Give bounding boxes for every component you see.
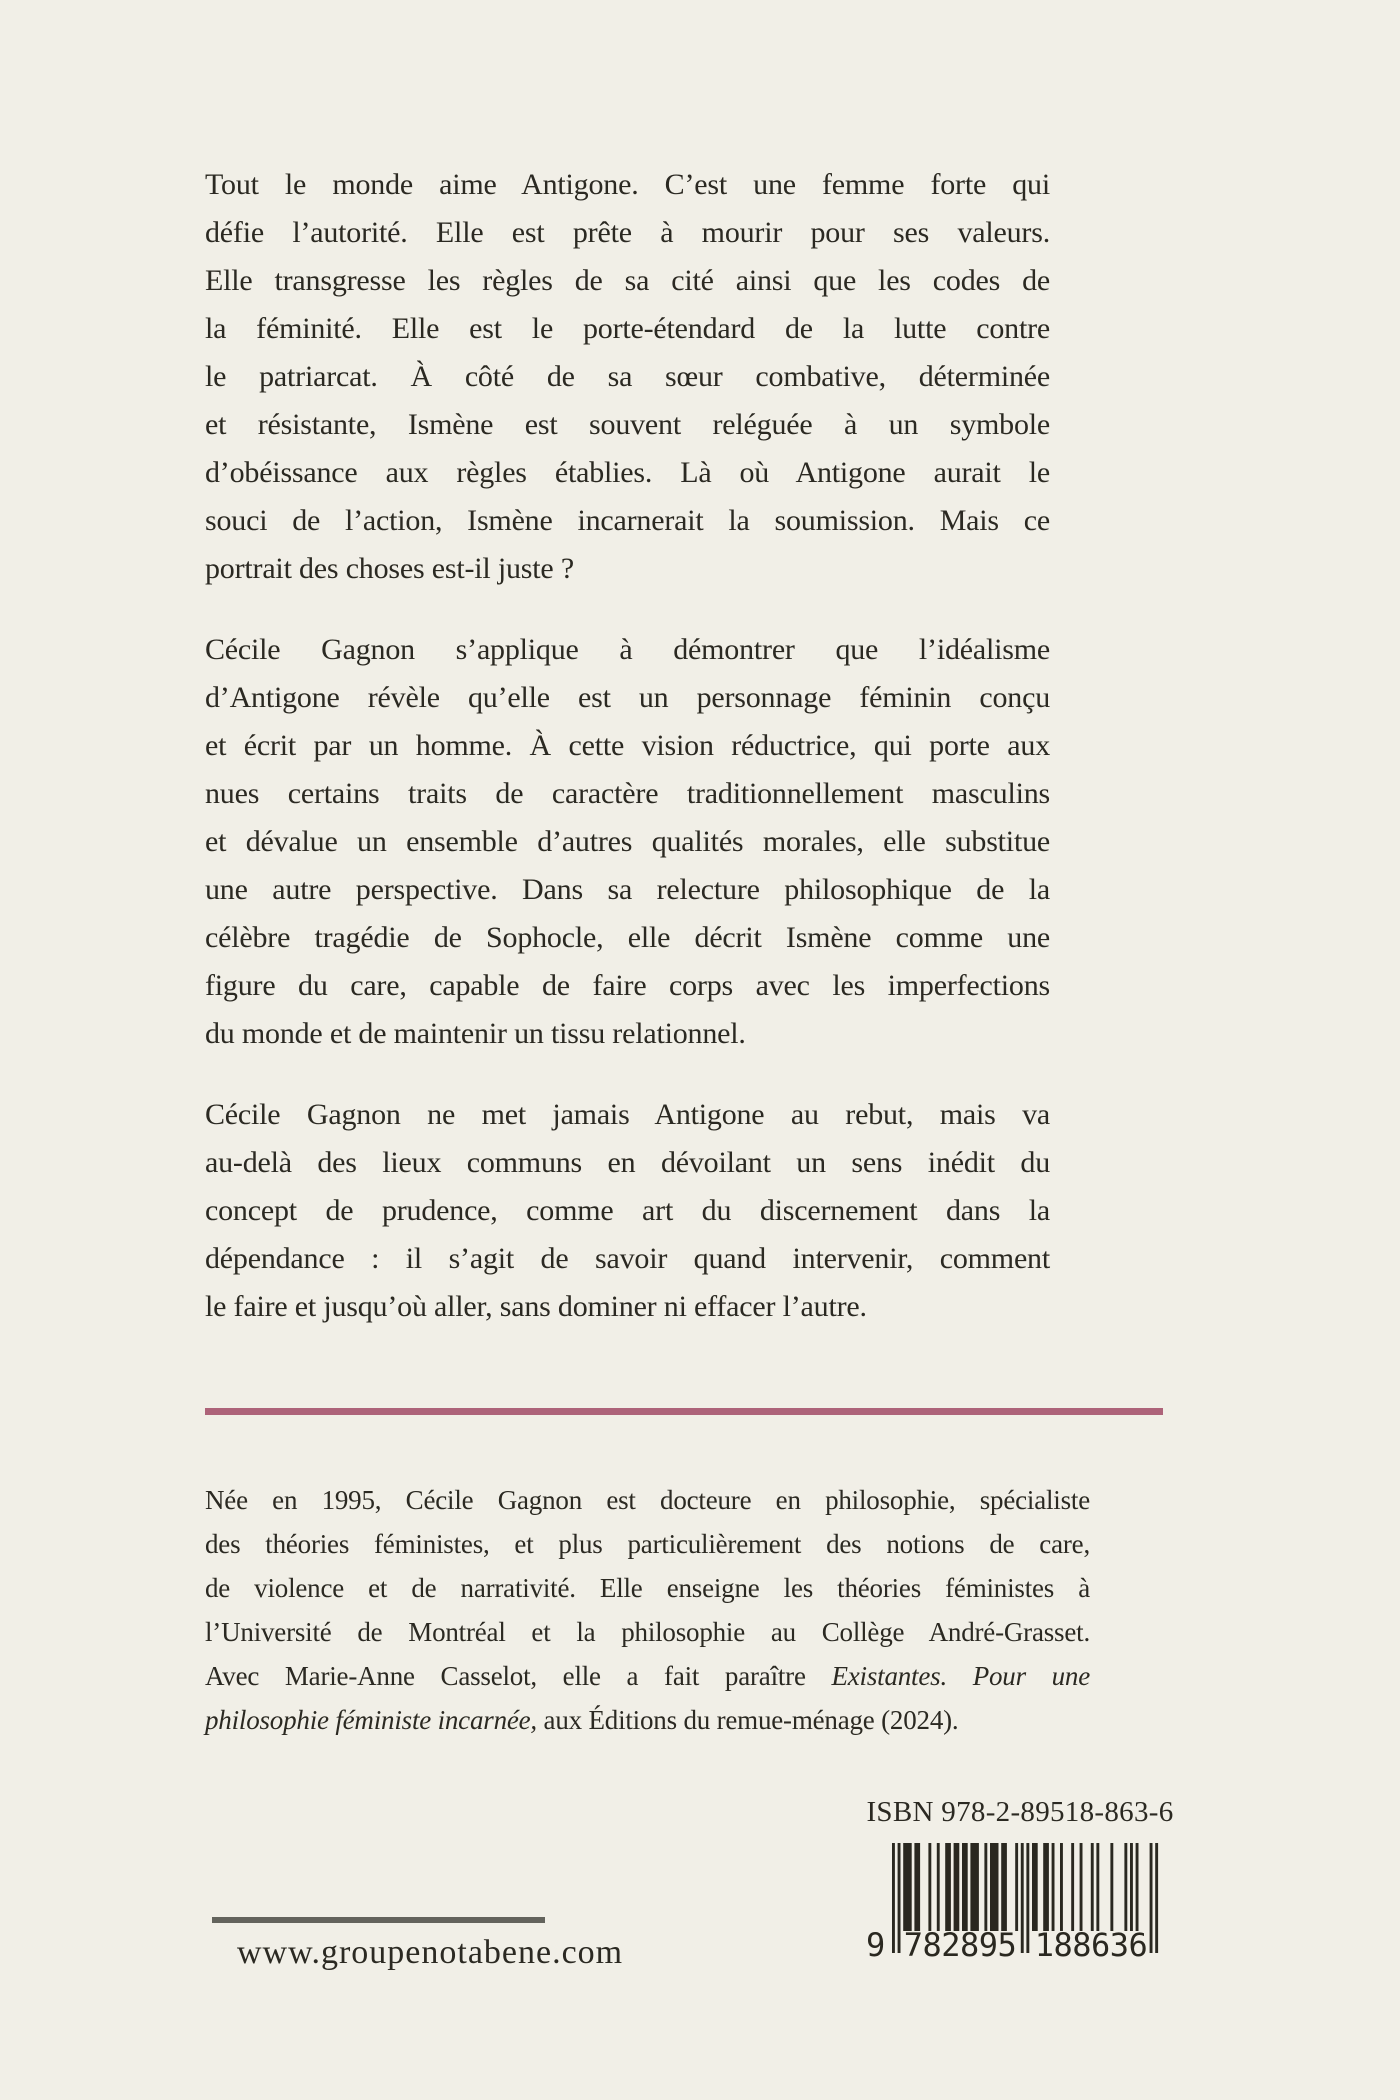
barcode-bar xyxy=(1091,1843,1094,1931)
synopsis-line: figure du care, capable de faire corps avec les imperfections xyxy=(205,969,1050,1002)
barcode-bar xyxy=(990,1843,999,1931)
bio-text-italic: Existantes. Pour une xyxy=(831,1661,1090,1691)
barcode-bar xyxy=(1001,1843,1007,1931)
barcode-bar xyxy=(937,1843,940,1931)
synopsis-line: et dévalue un ensemble d’autres qualités morales, elle substitue xyxy=(205,825,1050,858)
barcode-bar xyxy=(1043,1843,1049,1931)
synopsis-line: le faire et jusqu’où aller, sans dominer ni effacer l’autre. xyxy=(205,1290,867,1323)
synopsis-line: concept de prudence, comme art du discernement dans la xyxy=(205,1194,1050,1227)
barcode-bar xyxy=(1096,1843,1099,1931)
bio-line xyxy=(205,1654,1090,1698)
barcode-digits-right: 188636 xyxy=(1034,1926,1148,1964)
barcode-bar xyxy=(1124,1843,1127,1931)
barcode-bar xyxy=(945,1843,951,1931)
synopsis-line: Tout le monde aime Antigone. C’est une femme forte qui xyxy=(205,168,1050,201)
synopsis-line: portrait des choses est-il juste ? xyxy=(205,552,574,585)
barcode-bar xyxy=(1080,1843,1083,1931)
bio-text: des théories féministes, et plus particulièrement des notions de care, xyxy=(205,1529,1090,1559)
barcode-bar xyxy=(1021,1843,1024,1953)
bio-line xyxy=(205,1698,1090,1742)
synopsis-line: d’obéissance aux règles établies. Là où Antigone aurait le xyxy=(205,456,1050,489)
publisher-divider xyxy=(212,1917,545,1923)
barcode-digit-first: 9 xyxy=(866,1926,885,1964)
bio-text-italic: philosophie féministe incarnée, xyxy=(205,1705,537,1735)
synopsis-line: le patriarcat. À côté de sa sœur combative, déterminée xyxy=(205,360,1050,393)
barcode-bar xyxy=(954,1843,960,1931)
barcode xyxy=(866,1843,1162,1965)
bio-line xyxy=(205,1522,1090,1566)
synopsis-line: célèbre tragédie de Sophocle, elle décrit Ismène comme une xyxy=(205,921,1050,954)
barcode-bar xyxy=(970,1843,979,1931)
synopsis-line: Cécile Gagnon s’applique à démontrer que l’idéalisme xyxy=(205,633,1050,666)
bio-text: Avec Marie-Anne Casselot, elle a fait paraître xyxy=(205,1661,832,1691)
barcode-bar xyxy=(1150,1843,1153,1953)
barcode-bar xyxy=(1155,1843,1158,1953)
bio-text: aux Éditions du remue-ménage (2024). xyxy=(537,1705,959,1735)
synopsis-line: une autre perspective. Dans sa relecture philosophique de la xyxy=(205,873,1050,906)
bio-text: de violence et de narrativité. Elle enseigne les théories féministes à xyxy=(205,1573,1090,1603)
barcode-bar xyxy=(1032,1843,1038,1931)
barcode-bar xyxy=(984,1843,987,1931)
barcode-digits-left: 782895 xyxy=(903,1926,1017,1964)
barcode-bar xyxy=(928,1843,931,1931)
barcode-bar xyxy=(1110,1843,1113,1931)
synopsis-line: d’Antigone révèle qu’elle est un personnage féminin conçu xyxy=(205,681,1050,714)
synopsis-line: du monde et de maintenir un tissu relationnel. xyxy=(205,1017,746,1050)
synopsis-line: Elle transgresse les règles de sa cité ainsi que les codes de xyxy=(205,264,1050,297)
author-bio xyxy=(205,1478,1090,1742)
synopsis xyxy=(205,161,1050,1331)
barcode-bar xyxy=(1136,1843,1139,1931)
barcode-bar xyxy=(1052,1843,1055,1931)
synopsis-line: défie l’autorité. Elle est prête à mourir pour ses valeurs. xyxy=(205,216,1050,249)
synopsis-line: Cécile Gagnon ne met jamais Antigone au rebut, mais va xyxy=(205,1098,1050,1131)
isbn-label: ISBN 978-2-89518-863-6 xyxy=(866,1796,1174,1828)
bio-line xyxy=(205,1610,1090,1654)
synopsis-line: souci de l’action, Ismène incarnerait la soumission. Mais ce xyxy=(205,504,1050,537)
synopsis-line: et résistante, Ismène est souvent reléguée à un symbole xyxy=(205,408,1050,441)
barcode-bar xyxy=(1071,1843,1074,1931)
synopsis-line: et écrit par un homme. À cette vision réductrice, qui porte aux xyxy=(205,729,1050,762)
synopsis-paragraph xyxy=(205,626,1050,1058)
publisher-website: www.groupenotabene.com xyxy=(237,1934,624,1971)
barcode-bar xyxy=(1015,1843,1018,1931)
synopsis-paragraph xyxy=(205,161,1050,593)
synopsis-line: nues certains traits de caractère traditionnellement masculins xyxy=(205,777,1050,810)
barcode-bar xyxy=(903,1843,912,1931)
synopsis-line: au-delà des lieux communs en dévoilant un sens inédit du xyxy=(205,1146,1050,1179)
bio-text: Née en 1995, Cécile Gagnon est docteure en philosophie, spécialiste xyxy=(205,1485,1090,1515)
barcode-bar xyxy=(892,1843,895,1953)
barcode-bar xyxy=(962,1843,968,1931)
barcode-bar xyxy=(1026,1843,1029,1953)
bio-line xyxy=(205,1566,1090,1610)
bio-line xyxy=(205,1478,1090,1522)
bio-text: l’Université de Montréal et la philosophie au Collège André-Grasset. xyxy=(205,1617,1090,1647)
barcode-bar xyxy=(1060,1843,1063,1931)
barcode-bar xyxy=(1130,1843,1133,1931)
synopsis-paragraph xyxy=(205,1091,1050,1331)
synopsis-line: la féminité. Elle est le porte-étendard de la lutte contre xyxy=(205,312,1050,345)
synopsis-line: dépendance : il s’agit de savoir quand intervenir, comment xyxy=(205,1242,1050,1275)
barcode-bar xyxy=(914,1843,920,1931)
section-divider xyxy=(205,1408,1163,1415)
